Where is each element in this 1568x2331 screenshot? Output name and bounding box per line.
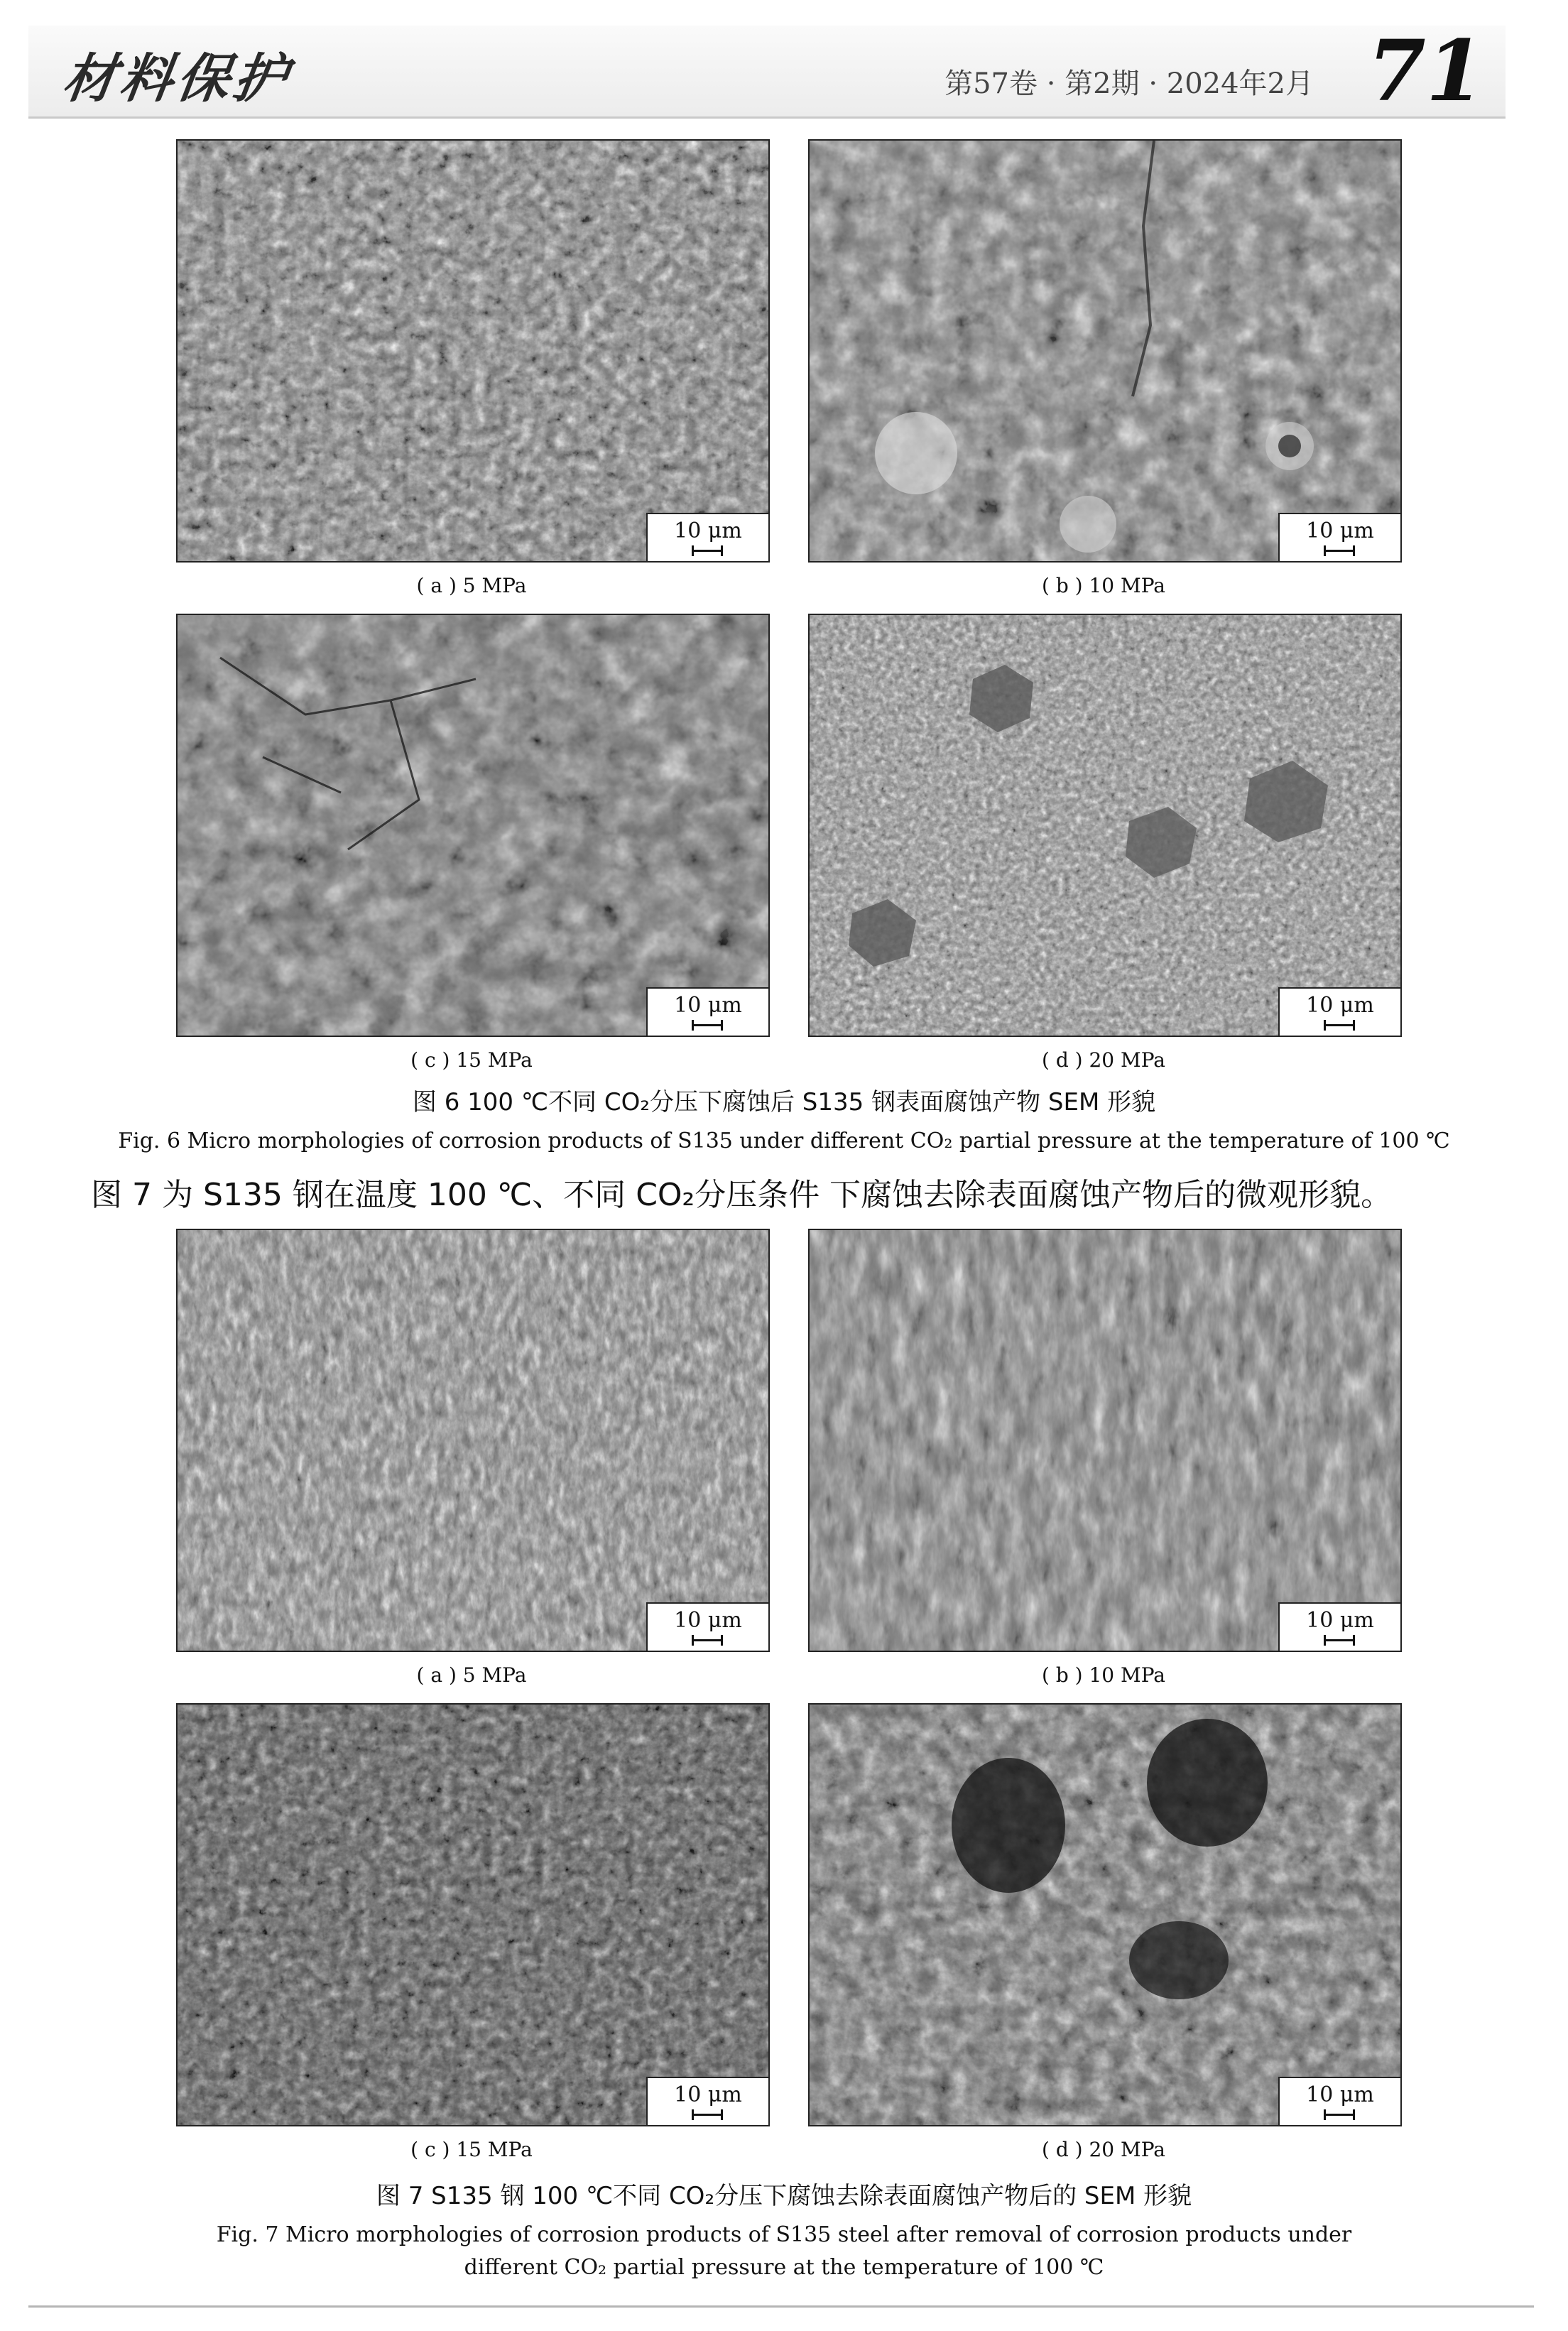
fig7-caption-c: ( c ) 15 MPa	[410, 2138, 533, 2161]
fig7-caption-en-line1: Fig. 7 Micro morphologies of corrosion products of S135 steel after removal of corrosion products under	[216, 2222, 1352, 2247]
fig7-caption-b: ( b ) 10 MPa	[1042, 1663, 1165, 1687]
scale-line	[1324, 1639, 1355, 1641]
sem-texture	[810, 141, 1400, 561]
scale-bar: 10 μm	[1278, 1602, 1400, 1651]
fig7-panel-c-sem-image	[176, 1703, 770, 2126]
fig7-panel-a-sem-image	[176, 1229, 770, 1652]
fig6-caption-en: Fig. 6 Micro morphologies of corrosion products of S135 under different CO₂ partial pressure at the temperature of 100 ℃	[118, 1129, 1450, 1153]
scale-line	[692, 1639, 723, 1641]
body-paragraph: 图 7 为 S135 钢在温度 100 ℃、不同 CO₂分压条件 下腐蚀去除表面腐蚀产物后的微观形貌。	[91, 1177, 1393, 1213]
running-header	[28, 21, 1506, 120]
fig6-caption-a: ( a ) 5 MPa	[416, 574, 527, 597]
scale-line	[692, 2114, 723, 2116]
fig7-panel-d-sem-image	[808, 1703, 1402, 2126]
scale-bar: 10 μm	[646, 2077, 768, 2125]
scale-bar: 10 μm	[1278, 513, 1400, 561]
scale-line	[1324, 550, 1355, 552]
scale-bar: 10 μm	[1278, 2077, 1400, 2125]
fig6-caption-c: ( c ) 15 MPa	[410, 1048, 533, 1072]
fig6-panel-c-sem-image	[176, 614, 770, 1037]
page-number: 71	[1367, 21, 1484, 120]
scale-line	[692, 550, 723, 552]
fig7-caption-d: ( d ) 20 MPa	[1042, 2138, 1165, 2161]
fig7-panel-b-sem-image	[808, 1229, 1402, 1652]
scale-line	[692, 1024, 723, 1026]
sem-texture	[810, 1230, 1400, 1651]
scale-line	[1324, 1024, 1355, 1026]
scale-bar: 10 μm	[646, 513, 768, 561]
fig6-panel-a-sem-image	[176, 139, 770, 563]
scale-bar: 10 μm	[646, 987, 768, 1036]
scale-bar: 10 μm	[646, 1602, 768, 1651]
footer-rule	[28, 2305, 1534, 2308]
fig6-panel-b-sem-image	[808, 139, 1402, 563]
fig7-caption-en-line2: different CO₂ partial pressure at the temperature of 100 ℃	[464, 2255, 1104, 2280]
issue-info: 第57卷 · 第2期 · 2024年2月	[944, 67, 1314, 100]
fig6-panel-d-sem-image	[808, 614, 1402, 1037]
fig6-caption-d: ( d ) 20 MPa	[1042, 1048, 1165, 1072]
fig6-caption-cn: 图 6 100 ℃不同 CO₂分压下腐蚀后 S135 钢表面腐蚀产物 SEM 形貌	[412, 1088, 1156, 1116]
journal-logo: 材料保护	[59, 48, 295, 109]
scale-line	[1324, 2114, 1355, 2116]
fig6-caption-b: ( b ) 10 MPa	[1042, 574, 1165, 597]
sem-texture	[178, 1705, 768, 2125]
sem-texture	[810, 1705, 1400, 2125]
sem-texture	[178, 141, 768, 561]
fig7-caption-cn: 图 7 S135 钢 100 ℃不同 CO₂分压下腐蚀去除表面腐蚀产物后的 SEM 形貌	[376, 2182, 1192, 2210]
fig7-caption-a: ( a ) 5 MPa	[416, 1663, 527, 1687]
sem-texture	[178, 615, 768, 1036]
sem-texture	[178, 1230, 768, 1651]
sem-texture	[810, 615, 1400, 1036]
scale-bar: 10 μm	[1278, 987, 1400, 1036]
